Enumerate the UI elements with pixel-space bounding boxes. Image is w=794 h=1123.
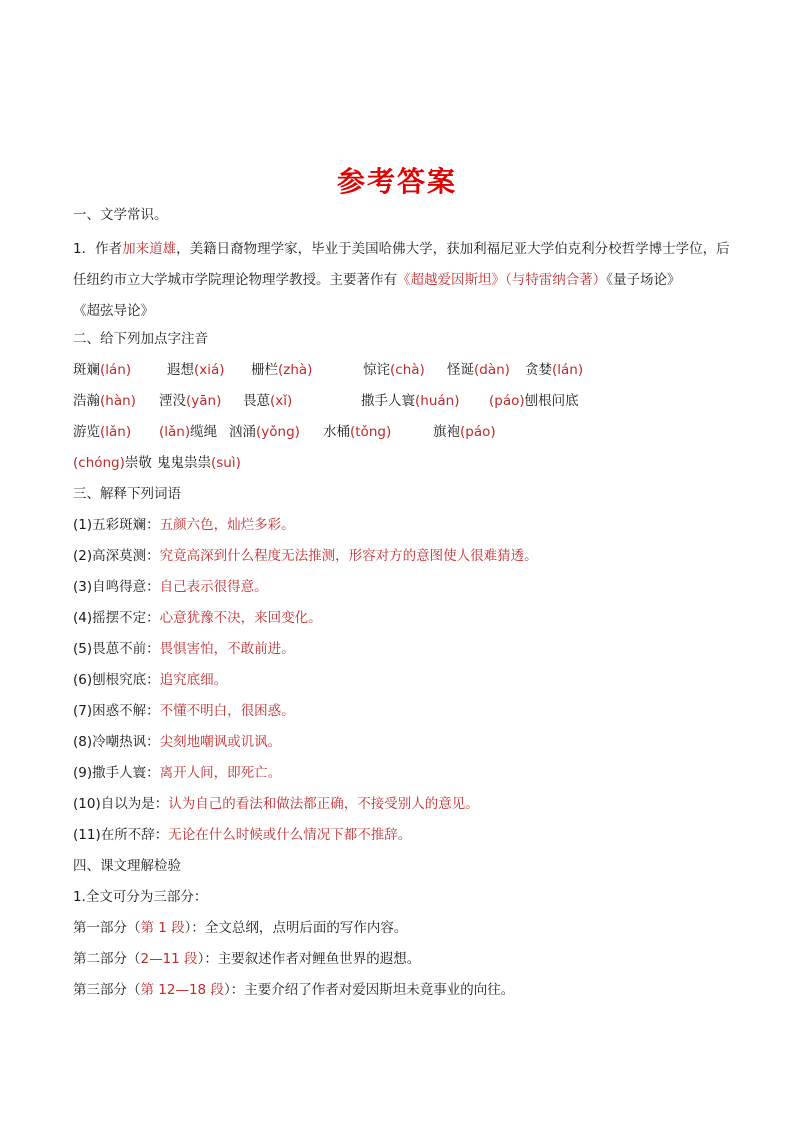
part-bracket: ）	[184, 920, 192, 936]
definition-item	[73, 730, 733, 761]
definition: 自己表示很得意。	[159, 579, 268, 595]
word: 斑斓	[73, 362, 100, 378]
word: 刨根问底	[524, 393, 579, 409]
definition-item	[73, 513, 733, 544]
pinyin-item	[243, 389, 361, 413]
word: 撒手人寰	[361, 393, 415, 409]
pinyin: (xǐ)	[270, 393, 293, 409]
definition: 畏惧害怕，不敢前进。	[159, 641, 295, 657]
pinyin-row	[73, 451, 733, 482]
term: (4)摇摆不定：	[73, 610, 160, 626]
pinyin: (páo)	[460, 424, 496, 440]
pinyin-item	[159, 389, 243, 413]
word: 怪诞	[447, 362, 474, 378]
definition: 不懂不明白，很困惑。	[159, 703, 295, 719]
pinyin-row	[73, 389, 733, 420]
pinyin: (lán)	[552, 362, 584, 378]
term: (7)困惑不解：	[73, 703, 160, 719]
answer-content	[73, 203, 733, 1009]
term: (8)冷嘲热讽：	[73, 734, 160, 750]
part-label: 第二部分（	[73, 951, 141, 967]
part-bracket: ）	[223, 982, 231, 998]
pinyin-item	[251, 358, 363, 382]
pinyin: (chà)	[390, 362, 425, 378]
section-2-heading: 二、给下列加点字注音	[73, 331, 208, 347]
pinyin-item	[361, 389, 489, 413]
work-title: 《量子场论》	[606, 272, 681, 288]
definition: 五颜六色，灿烂多彩。	[159, 517, 295, 533]
pinyin: (suì)	[211, 455, 241, 471]
part-label: 第一部分（	[73, 920, 141, 936]
definition-item	[73, 575, 733, 606]
term: (6)刨根究底：	[73, 672, 160, 688]
part-range: 第 12—18 段	[140, 982, 224, 998]
pinyin: (hàn)	[100, 393, 136, 409]
pinyin-item	[229, 420, 323, 444]
structure-part	[73, 947, 733, 978]
pinyin: (zhà)	[278, 362, 313, 378]
pinyin: (huán)	[415, 393, 460, 409]
para-text: ，美籍日裔物理学家，毕业于美国哈佛大学，获加利福尼亚大学伯克利分校哲学博士学位，后任纽约市立大学城市学院理论物理学教授。主要著作有	[73, 241, 730, 288]
word: 畏葸	[243, 393, 270, 409]
word: 崇敬	[124, 455, 152, 471]
pinyin-item	[489, 389, 579, 413]
term: (2)高深莫测：	[73, 548, 160, 564]
pinyin-item	[73, 358, 167, 382]
word: 鬼鬼祟祟	[157, 455, 211, 471]
word: 贪婪	[525, 362, 552, 378]
pinyin-item	[433, 420, 496, 444]
structure-intro: 1.全文可分为三部分：	[73, 889, 208, 905]
pinyin: (lǎn)	[100, 424, 132, 440]
page-title: 参考答案	[336, 165, 457, 198]
section-1-paragraph	[73, 234, 733, 327]
pinyin: (yān)	[186, 393, 222, 409]
part-range: 2—11 段	[140, 951, 198, 967]
section-4-heading: 四、课文理解检验	[73, 858, 181, 874]
definition: 追究底细。	[159, 672, 228, 688]
definition: 认为自己的看法和做法都正确，不接受别人的意见。	[168, 796, 479, 812]
pinyin-item	[167, 358, 251, 382]
pinyin-item	[73, 389, 159, 413]
part-bracket: ）	[197, 951, 205, 967]
part-description: ：全文总纲，点明后面的写作内容。	[191, 920, 408, 936]
pinyin-item	[363, 358, 447, 382]
part-label: 第三部分（	[73, 982, 141, 998]
work-title: 《超越爱因斯坦》（与特雷纳合著）	[397, 272, 607, 288]
part-description: ：主要介绍了作者对爱因斯坦未竟事业的向往。	[230, 982, 515, 998]
pinyin: (chóng)	[73, 455, 125, 471]
word: 遐想	[167, 362, 194, 378]
word: 游览	[73, 424, 100, 440]
term: (9)撒手人寰：	[73, 765, 160, 781]
word: 汹涌	[229, 424, 256, 440]
word: 浩瀚	[73, 393, 100, 409]
structure-part	[73, 916, 733, 947]
word: 水桶	[323, 424, 350, 440]
word: 湮没	[159, 393, 186, 409]
pinyin-row	[73, 420, 733, 451]
pinyin-row	[73, 358, 733, 389]
pinyin-item	[525, 358, 583, 382]
definition-item	[73, 544, 733, 575]
structure-part	[73, 978, 733, 1009]
pinyin-item	[157, 451, 241, 475]
pinyin: (tǒng)	[350, 424, 392, 440]
part-range: 第 1 段	[140, 920, 185, 936]
definition-item	[73, 637, 733, 668]
pinyin: (lǎn)	[159, 424, 191, 440]
word: 缆绳	[190, 424, 218, 440]
part-description: ：主要叙述作者对鲤鱼世界的遐想。	[204, 951, 421, 967]
para-text: 1．作者	[73, 241, 123, 257]
definition-item	[73, 761, 733, 792]
term: (1)五彩斑斓：	[73, 517, 160, 533]
pinyin: (yǒng)	[256, 424, 300, 440]
term: (10)自以为是：	[73, 796, 169, 812]
definition-item	[73, 823, 733, 854]
definition-item	[73, 606, 733, 637]
definition: 尖刻地嘲讽或讥讽。	[159, 734, 282, 750]
definition: 心意犹豫不决，来回变化。	[159, 610, 322, 626]
pinyin-item	[323, 420, 433, 444]
definition: 究竟高深到什么程度无法推测，形容对方的意图使人很难猜透。	[159, 548, 538, 564]
definition: 无论在什么时候或什么情况下都不推辞。	[168, 827, 412, 843]
work-title: 《超弦导论》	[73, 303, 154, 319]
term: (11)在所不辞：	[73, 827, 169, 843]
pinyin: (xiá)	[194, 362, 225, 378]
pinyin-item	[73, 420, 159, 444]
pinyin: (dàn)	[474, 362, 510, 378]
term: (3)自鸣得意：	[73, 579, 160, 595]
pinyin-item	[159, 420, 229, 444]
section-3-heading: 三、解释下列词语	[73, 486, 181, 502]
word: 栅栏	[251, 362, 278, 378]
word: 惊诧	[363, 362, 390, 378]
pinyin-item	[447, 358, 525, 382]
pinyin-item	[73, 451, 157, 475]
pinyin: (lán)	[100, 362, 132, 378]
section-1-heading: 一、文学常识。	[73, 207, 168, 223]
word: 旗袍	[433, 424, 460, 440]
definition-item	[73, 668, 733, 699]
definition: 离开人间，即死亡。	[159, 765, 282, 781]
definition-item	[73, 792, 733, 823]
definition-item	[73, 699, 733, 730]
pinyin: (páo)	[489, 393, 525, 409]
term: (5)畏葸不前：	[73, 641, 160, 657]
author-name: 加来道雄	[122, 241, 177, 257]
